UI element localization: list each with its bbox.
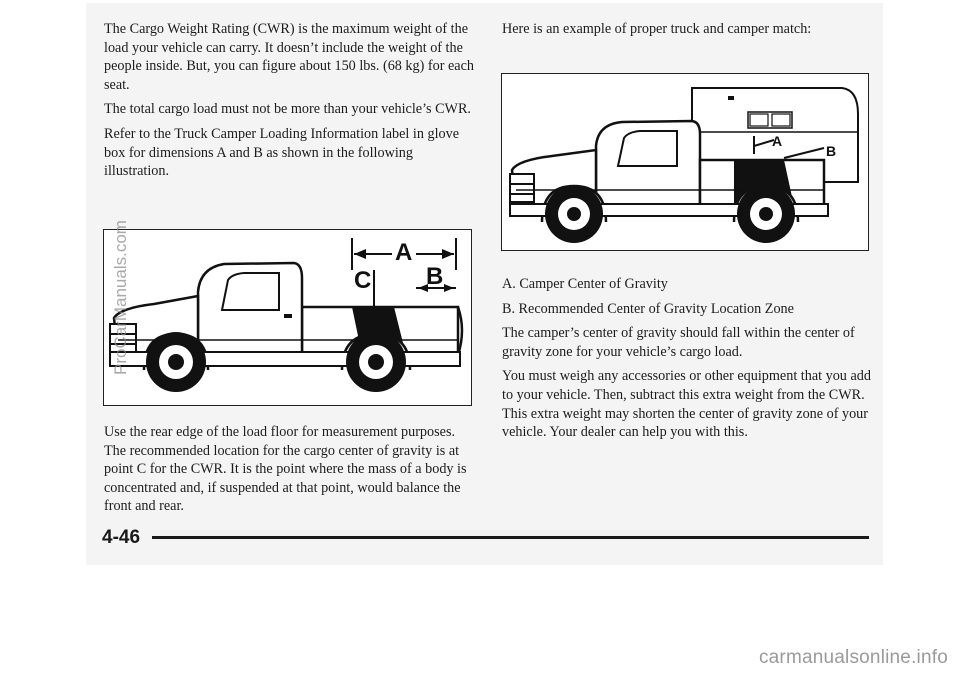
dimension-b-label: B (426, 263, 444, 290)
cargo-load-paragraph: The total cargo load must not be more than your vehicle’s CWR. (104, 101, 471, 118)
legend-item-a: A. Camper Center of Gravity (502, 276, 668, 292)
cg-zone-paragraph: The camper’s center of gravity should fall within the center of gravity zone for your vehicle’s cargo load. (502, 325, 855, 360)
truck-camper-drawing (502, 74, 868, 250)
truck-camper-illustration (501, 73, 869, 251)
legend-and-notes (502, 275, 877, 448)
dimension-a-label: A (395, 239, 413, 266)
truck-drawing (104, 230, 471, 405)
page-number: 4-46 (102, 527, 141, 548)
bottom-watermark: carmanualsonline.info (758, 647, 948, 668)
example-intro: Here is an example of proper truck and camper match: (502, 21, 812, 37)
footer-rule (152, 536, 869, 539)
camper-cg-a-label: A (772, 133, 783, 149)
right-column (502, 20, 877, 45)
side-watermark: ProCarManuals.com (111, 220, 130, 375)
left-column-bottom (104, 423, 474, 522)
cg-zone-b-label: B (826, 143, 837, 159)
cwr-definition-paragraph: The Cargo Weight Rating (CWR) is the maximum weight of the load your vehicle can carry. It doesn’t include the weight of the people inside. But, you can figure about 150 lbs. (68 kg) for each seat. (104, 21, 474, 93)
left-column (104, 20, 474, 187)
truck-dimensions-illustration (103, 229, 472, 406)
legend-item-b: B. Recommended Center of Gravity Location Zone (502, 300, 794, 317)
accessories-paragraph: You must weigh any accessories or other equipment that you add to your vehicle. Then, subtract this extra weight from the CWR. This extra weight may shorten the center of gravity zone of your vehicle. Your dealer can help you with this. (502, 368, 871, 441)
label-reference-paragraph: Refer to the Truck Camper Loading Information label in glove box for dimensions A and B as shown in the following illustration. (104, 125, 459, 180)
center-c-label: C (354, 267, 372, 294)
measurement-paragraph: Use the rear edge of the load floor for measurement purposes. The recommended location for the cargo center of gravity is at point C for the CWR. It is the point where the mass of a body is concentrated and, if suspended at that point, would balance the front and rear. (104, 424, 467, 515)
